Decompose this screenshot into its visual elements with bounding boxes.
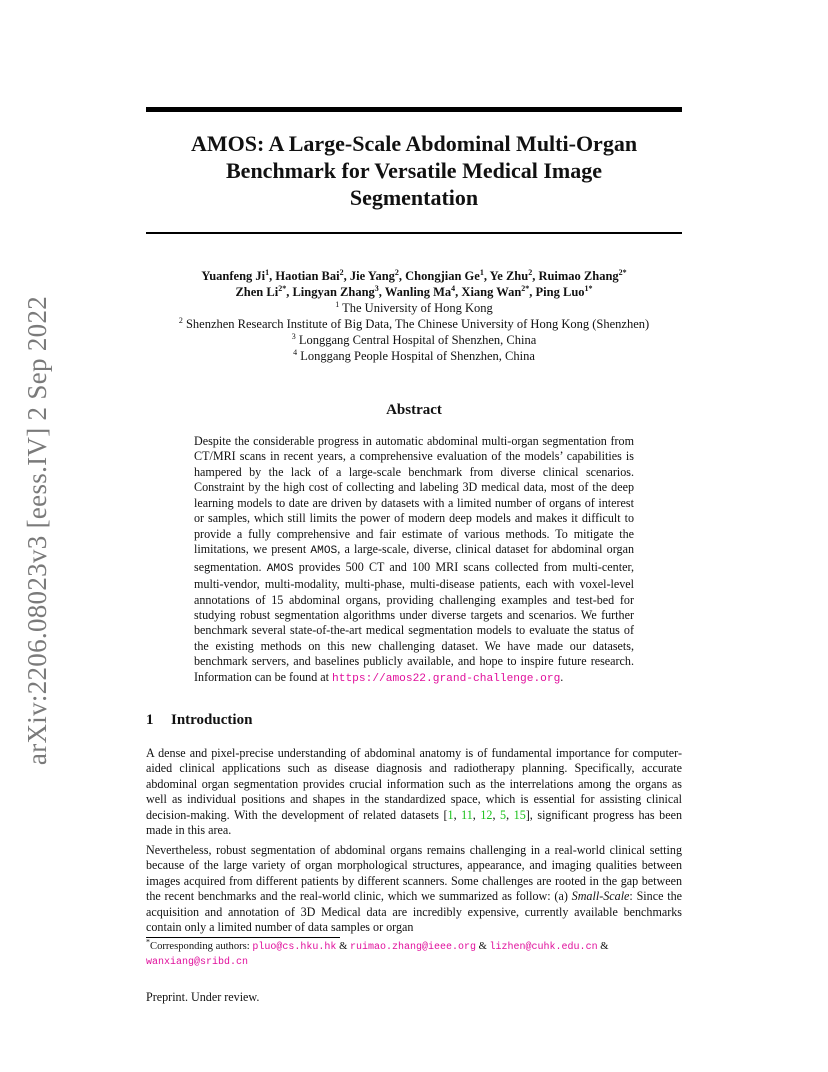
citation-link[interactable]: 12 <box>480 807 493 822</box>
author-name: Wanling Ma <box>384 285 452 299</box>
author-affiliation-mark: 2 <box>394 267 399 277</box>
abstract-heading: Abstract <box>386 402 442 418</box>
preprint-notice: Preprint. Under review. <box>146 990 260 1004</box>
title-bottom-rule <box>146 232 682 234</box>
author-block <box>120 268 708 364</box>
author-affiliation-mark: 2* <box>618 267 627 277</box>
citation-link[interactable]: 15 <box>513 807 526 822</box>
affiliation-2: $^2$ Shenzhen Research Institute of Big Data, The Chinese University of Hong Kong (Shenzhen) <box>178 315 650 331</box>
title-line-3: Segmentation <box>349 185 479 210</box>
title-top-rule <box>146 107 682 112</box>
citation-link[interactable]: 5 <box>500 807 507 822</box>
author-affiliation-mark: 1 <box>265 267 270 277</box>
arxiv-identifier-text: arXiv:2206.08023v3 [eess.IV] 2 Sep 2022 <box>22 295 53 765</box>
section-heading-introduction <box>146 712 682 729</box>
author-name: Jie Yang <box>349 269 395 283</box>
author-name: Xiang Wan <box>461 285 522 299</box>
author-affiliation-mark: 2 <box>528 267 533 277</box>
author-name: Chongjian Ge <box>405 269 480 283</box>
dataset-name: AMOS <box>266 562 294 575</box>
affiliation-1: $^1$ The University of Hong Kong <box>335 299 493 315</box>
intro-paragraph-2: Nevertheless, robust segmentation of abdominal organs remains challenging in a real-world clinical setting because of the large variety of organ morphological structures, appearance, and imaging qualities between images acquired from different patients by different scanners. Some challenges are rooted in the gap between the recent benchmarks and the real-world clinic, which we summarized as follow: (a) Small-Scale: Since the acquisition and annotation of 3D Medical data are incredibly expensive, currently available benchmarks contain only a limited number of data samples or organ <box>146 843 682 935</box>
author-name: Haotian Bai <box>275 269 340 283</box>
author-name: Ye Zhu <box>489 269 529 283</box>
affiliation-4: $^4$ Longgang People Hospital of Shenzhen, China <box>293 347 535 363</box>
title-line-1: AMOS: A Large-Scale Abdominal Multi-Organ <box>190 131 638 156</box>
project-url-link[interactable]: https://amos22.grand-challenge.org <box>332 672 561 685</box>
arxiv-identifier <box>16 290 60 770</box>
footnote-corresponding-authors: *Corresponding authors: pluo@cs.hku.hk & ruimao.zhang@ieee.org & lizhen@cuhk.edu.cn & wanxiang@sribd.cn <box>146 937 609 968</box>
author-affiliation-mark: 3 <box>374 283 379 293</box>
author-affiliation-mark: 2* <box>521 283 530 293</box>
author-name: Zhen Li <box>235 285 279 299</box>
author-names-line-1: Yuanfeng Ji$^1$, Haotian Bai$^2$, Jie Yang$^2$, Chongjian Ge$^1$, Ye Zhu$^2$, Ruimao Zhang$^{2*}$ <box>201 267 627 283</box>
author-affiliation-mark: 4 <box>451 283 456 293</box>
author-names-line-2: Zhen $Li^{2*}$, Lingyan Zhang$^3$, Wanling Ma$^4$, Xiang Wan$^{2*}$, Ping Luo$^{1*}$ <box>235 283 593 299</box>
affiliation-3: $^3$ Longgang Central Hospital of Shenzhen, China <box>291 331 537 347</box>
italic-term: Small-Scale <box>571 889 630 904</box>
author-name: Ruimao Zhang <box>538 269 619 283</box>
abstract-body: Despite the considerable progress in automatic abdominal multi-organ segmentation from CT/MRI scans in recent years, a comprehensive evaluation of the models’ capabilities is hampered by the lack of a large-scale benchmark from diverse clinical scenarios. Constraint by the high cost of collecting and labeling 3D medical data, most of the deep learning models to date are driven by datasets with a limited number of organs of interest or samples, which still limits the power of modern deep models and makes it difficult to provide a fully comprehensive and fair estimate of various methods. To mitigate the limitations, we present AMOS, a large-scale, diverse, clinical dataset for abdominal organ segmentation. AMOS provides 500 CT and 100 MRI scans collected from multi-center, multi-vendor, multi-modality, multi-phase, multi-disease patients, each with voxel-level annotations of 15 abdominal organs, providing challenging examples and test-bed for studying robust segmentation algorithms under diverse targets and scenarios. We further benchmark several state-of-the-art medical segmentation models to evaluate the status of the existing methods on this new challenging dataset. We have made our datasets, benchmark servers, and baselines publicly available, and hope to inspire future research. Information can be found at https://amos22.grand-challenge.org. <box>194 434 635 685</box>
email-link[interactable]: ruimao.zhang@ieee.org <box>349 942 476 953</box>
email-link[interactable]: pluo@cs.hku.hk <box>252 942 337 953</box>
citation-link[interactable]: 1 <box>447 807 454 822</box>
footnote-rule <box>146 937 340 938</box>
author-affiliation-mark: 2 <box>339 267 344 277</box>
author-name: Ping Luo <box>535 285 585 299</box>
paper-title <box>146 130 682 211</box>
section-number: 1 <box>146 712 154 728</box>
email-link[interactable]: lizhen@cuhk.edu.cn <box>489 942 598 953</box>
section-title: Introduction <box>171 712 253 728</box>
author-affiliation-mark: 2* <box>278 283 287 293</box>
author-name: Lingyan Zhang <box>292 285 375 299</box>
title-line-2: Benchmark for Versatile Medical Image <box>226 158 602 183</box>
citation-link[interactable]: 11 <box>461 807 473 822</box>
email-link[interactable]: wanxiang@sribd.cn <box>146 957 249 968</box>
author-affiliation-mark: 1 <box>479 267 484 277</box>
author-affiliation-mark: 1* <box>584 283 593 293</box>
dataset-name: AMOS <box>310 545 338 558</box>
intro-paragraph-1: A dense and pixel-precise understanding of abdominal anatomy is of fundamental importance for computer-aided clinical applications such as disease diagnosis and radiotherapy planning. Specifically, accurate abdominal organ segmentation provides crucial information such as the interrelations among the organs as well as individual positions and shapes in the standardized space, which is essential for assisting clinical decision-making. With the development of related datasets [1, 11, 12, 5, 15], significant progress has been made in this area. <box>146 746 683 838</box>
author-name: Yuanfeng Ji <box>201 269 266 283</box>
